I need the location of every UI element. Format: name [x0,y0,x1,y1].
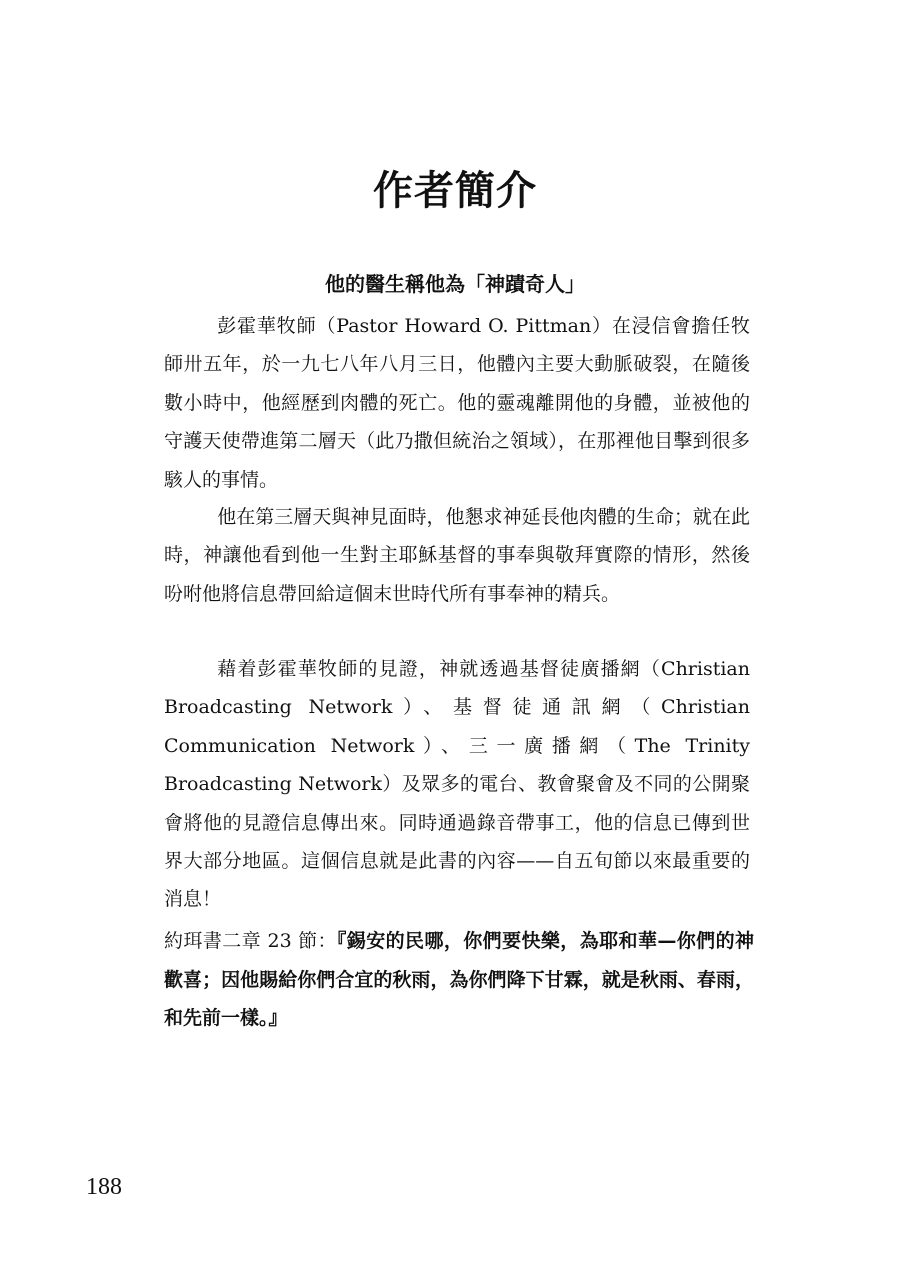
verse-reference: 約珥書二章 23 節： [164,930,337,952]
paragraph-1: 彭霍華牧師（Pastor Howard O. Pittman）在浸信會擔任牧師卅五年，於一九七八年八月三日，他體內主要大動脈破裂，在隨後數小時中，他經歷到肉體的死亡。他的靈魂離開他的身體，並被他的守護天使帶進第二層天（此乃撒但統治之領域），在那裡他目擊到很多駭人的事情。 [164,315,750,491]
paragraph-1-block [164,307,750,499]
page-number: 188 [86,1174,122,1200]
paragraph-3: 藉着彭霍華牧師的見證，神就透過基督徒廣播網（Christian Broadcasting Network）、基督徒通訊網（Christian Communication Network）、三一廣播網（The Trinity Broadcasting Network）及眾多的電台、教會聚會及不同的公開聚會將他的見證信息傳出來。同時通過錄音帶事工，他的信息已傳到世界大部分地區。這個信息就是此書的內容——自五旬節以來最重要的消息！ [164,658,750,911]
paragraph-2: 他在第三層天與神見面時，他懇求神延長他肉體的生命；就在此時，神讓他看到他一生對主耶穌基督的事奉與敬拜實際的情形，然後吩咐他將信息帶回給這個末世時代所有事奉神的精兵。 [164,506,750,605]
scripture-verse [164,922,754,1038]
paragraph-2-block [164,498,750,613]
section-heading: 他的醫生稱他為「神蹟奇人」 [325,272,585,296]
page-title: 作者簡介 [373,168,537,214]
paragraph-3-block [164,650,750,919]
verse-text: 『錫安的民哪，你們要快樂，為耶和華—你們的神歡喜；因他賜給你們合宜的秋雨，為你們降下甘霖，就是秋雨、春雨，和先前一樣。』 [164,930,754,1030]
